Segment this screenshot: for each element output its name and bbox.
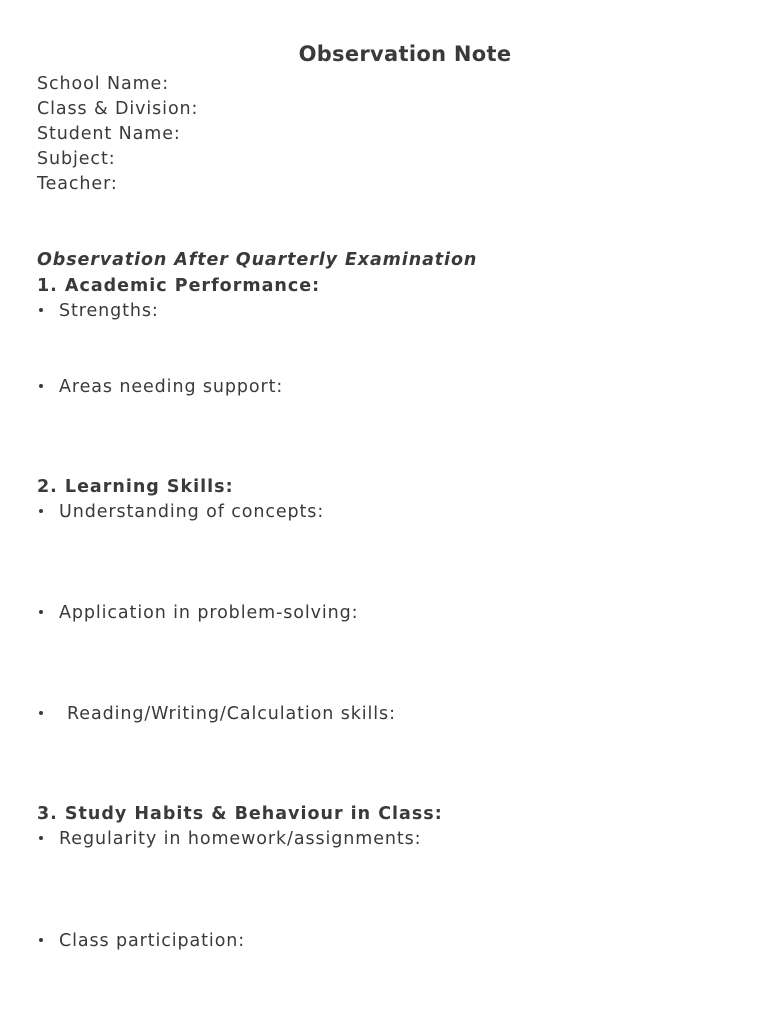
bullet-icon (39, 509, 43, 513)
bullet-label: Reading/Writing/Calculation skills: (67, 704, 396, 724)
bullet-icon (39, 711, 43, 715)
observation-subtitle: Observation After Quarterly Examination (37, 250, 478, 270)
bullet-icon (39, 610, 43, 614)
section-heading-learning-skills: 2. Learning Skills: (37, 477, 234, 497)
field-class-division: Class & Division: (37, 99, 199, 119)
bullet-item-rwc-skills (37, 703, 396, 725)
bullet-label: Regularity in homework/assignments: (59, 829, 422, 849)
bullet-label: Strengths: (59, 301, 159, 321)
bullet-label: Understanding of concepts: (59, 502, 325, 522)
section-heading-study-habits: 3. Study Habits & Behaviour in Class: (37, 804, 443, 824)
bullet-label: Application in problem-solving: (59, 603, 359, 623)
section-heading-academic: 1. Academic Performance: (37, 276, 321, 296)
field-teacher: Teacher: (37, 174, 118, 194)
bullet-item-participation (37, 930, 245, 952)
bullet-icon (39, 308, 43, 312)
bullet-label: Areas needing support: (59, 377, 284, 397)
bullet-item-understanding (37, 501, 324, 523)
bullet-icon (39, 836, 43, 840)
bullet-label: Class participation: (59, 931, 246, 951)
field-school-name: School Name: (37, 74, 169, 94)
field-subject: Subject: (37, 149, 116, 169)
bullet-icon (39, 384, 43, 388)
field-student-name: Student Name: (37, 124, 181, 144)
bullet-item-strengths (37, 300, 159, 322)
bullet-icon (39, 938, 43, 942)
document-title: Observation Note (298, 42, 512, 66)
bullet-item-homework (37, 828, 421, 850)
bullet-item-areas-support (37, 376, 283, 398)
bullet-item-application (37, 602, 358, 624)
